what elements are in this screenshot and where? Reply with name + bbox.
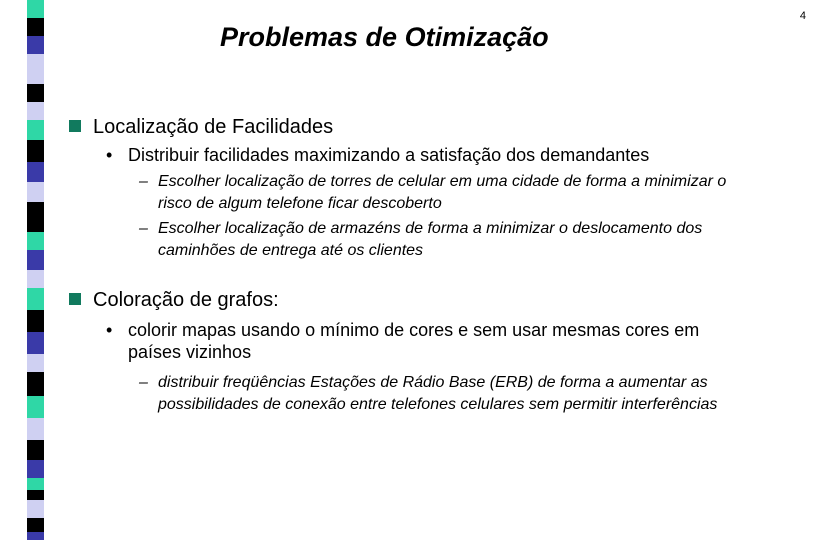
stripe-block (27, 162, 44, 182)
stripe-block (27, 140, 44, 162)
stripe-block (27, 182, 44, 202)
stripe-block (27, 418, 44, 440)
stripe-block (27, 54, 44, 84)
stripe-block (27, 120, 44, 140)
stripe-block (27, 500, 44, 518)
page-number: 4 (799, 10, 806, 22)
square-bullet-icon (69, 120, 81, 132)
bullet-item (106, 144, 786, 166)
stripe-block (27, 354, 44, 372)
sub-item (139, 372, 739, 416)
stripe-block (27, 102, 44, 120)
page-title: Problemas de Otimização (220, 22, 549, 52)
sub-item-text: distribuir freqüências Estações de Rádio Base (ERB) de forma a aumentar as possibilidades de conexão entre telefones celulares sem permitir interferências (158, 374, 718, 413)
sub-item-text: Escolher localização de armazéns de forma a minimizar o deslocamento dos caminhões de entrega até os clientes (158, 220, 703, 259)
section-heading (69, 289, 279, 312)
dash-icon: – (139, 374, 148, 391)
stripe-block (27, 372, 44, 396)
bullet-item-text: colorir mapas usando o mínimo de cores e sem usar mesmas cores em países vizinhos (128, 320, 700, 362)
stripe-block (27, 518, 44, 532)
dash-icon: – (139, 220, 148, 237)
section-heading-text: Coloração de grafos: (93, 289, 279, 311)
stripe-block (27, 288, 44, 310)
stripe-block (27, 310, 44, 332)
stripe-block (27, 490, 44, 500)
square-bullet-icon (69, 293, 81, 305)
bullet-item-text: Distribuir facilidades maximizando a satisfação dos demandantes (128, 145, 650, 165)
sub-item (139, 171, 759, 215)
bullet-dot-icon: • (106, 320, 113, 340)
stripe-block (27, 0, 44, 18)
section-heading-text: Localização de Facilidades (93, 116, 334, 138)
stripe-block (27, 270, 44, 288)
bullet-dot-icon: • (106, 145, 113, 165)
sub-item-text: Escolher localização de torres de celular em uma cidade de forma a minimizar o risco de algum telefone ficar descoberto (158, 173, 727, 212)
stripe-block (27, 84, 44, 102)
stripe-block (27, 396, 44, 418)
stripe-block (27, 532, 44, 540)
bullet-item (106, 319, 746, 363)
sub-item (139, 218, 759, 262)
stripe-block (27, 250, 44, 270)
decorative-stripe (27, 0, 44, 540)
stripe-block (27, 440, 44, 460)
stripe-block (27, 478, 44, 490)
stripe-block (27, 460, 44, 478)
stripe-block (27, 332, 44, 354)
stripe-block (27, 36, 44, 54)
stripe-block (27, 18, 44, 36)
stripe-block (27, 232, 44, 250)
stripe-block (27, 202, 44, 232)
dash-icon: – (139, 173, 148, 190)
section-heading (69, 116, 333, 139)
